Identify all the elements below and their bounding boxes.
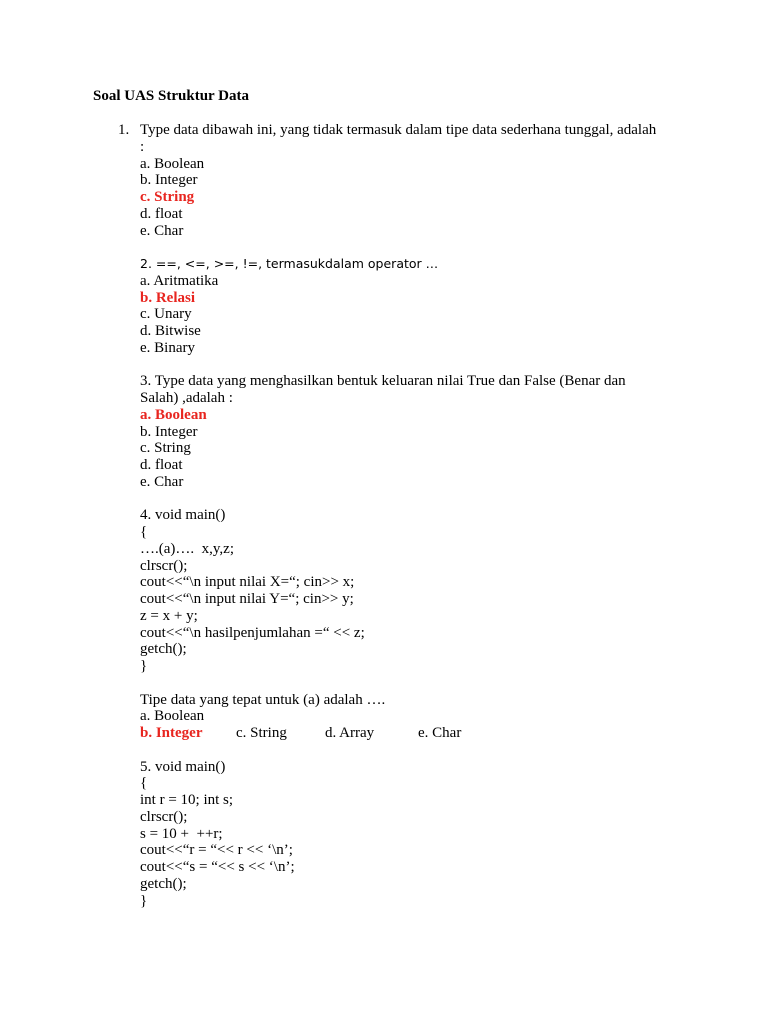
q4-option-c: c. String (236, 725, 287, 741)
q1-text: Type data dibawah ini, yang tidak termasuk dalam tipe data sederhana tunggal, adalah (140, 122, 657, 138)
q4-option-b-answer: b. Integer (140, 725, 203, 741)
q5-code-line: cout<<“r = “<< r << ‘\n’; (140, 842, 293, 859)
q1-option-a: a. Boolean (140, 155, 205, 172)
q5-code-line: cout<<“s = “<< s << ‘\n’; (140, 859, 295, 875)
q4-code-line: } (140, 658, 148, 674)
spacer (140, 239, 700, 256)
spacer (140, 675, 700, 692)
page-title: Soal UAS Struktur Data (93, 88, 249, 104)
q5-code-line: } (140, 892, 148, 909)
q2-text: 2. ==, <=, >=, !=, termasukdalam operator … (140, 256, 439, 271)
q5-code-line: 5. void main() (140, 758, 226, 775)
q2-option-a: a. Aritmatika (140, 272, 219, 289)
q2-option-d: d. Bitwise (140, 323, 201, 339)
q5-code-line: getch(); (140, 875, 187, 892)
q4-code-line: 4. void main() (140, 507, 226, 524)
q1-option-d: d. float (140, 205, 183, 222)
q5-code-line: clrscr(); (140, 808, 188, 825)
q3-option-a-answer: a. Boolean (140, 406, 207, 423)
q5-code-line: int r = 10; int s; (140, 792, 234, 808)
q4-options-row (140, 725, 700, 742)
q4-code-line: z = x + y; (140, 607, 198, 624)
q1-option-e: e. Char (140, 222, 184, 239)
q1-option-b: b. Integer (140, 172, 198, 189)
q1-option-c-answer: c. String (140, 189, 195, 205)
q5-code-line: s = 10 + ++r; (140, 825, 223, 842)
q3-text-continued: Salah) ,adalah : (140, 390, 233, 406)
spacer (140, 742, 700, 759)
q3-option-b: b. Integer (140, 423, 198, 440)
q4-code-line: cout<<“\n input nilai X=“; cin>> x; (140, 574, 355, 591)
q4-code-line: ….(a)…. x,y,z; (140, 540, 234, 557)
q1-text-continued: : (140, 138, 145, 155)
q4-option-e: e. Char (418, 725, 462, 741)
q4-code-line: { (140, 524, 148, 540)
q4-option-a: a. Boolean (140, 708, 205, 725)
q4-option-d: d. Array (325, 725, 375, 741)
q4-code-line: clrscr(); (140, 557, 188, 574)
spacer (140, 491, 700, 508)
q3-option-d: d. float (140, 457, 183, 473)
q3-option-e: e. Char (140, 473, 184, 490)
q5-code-line: { (140, 775, 148, 792)
q3-option-c: c. String (140, 440, 191, 457)
questions-body (140, 122, 700, 909)
q2-option-b-answer: b. Relasi (140, 289, 196, 306)
q4-code-line: getch(); (140, 641, 187, 658)
q2-option-c: c. Unary (140, 306, 192, 323)
spacer (140, 357, 700, 374)
q4-code-line: cout<<“\n hasilpenjumlahan =“ << z; (140, 624, 365, 641)
q4-code-line: cout<<“\n input nilai Y=“; cin>> y; (140, 591, 354, 607)
q3-text: 3. Type data yang menghasilkan bentuk keluaran nilai True dan False (Benar dan (140, 373, 626, 390)
q4-question: Tipe data yang tepat untuk (a) adalah …. (140, 691, 386, 708)
q2-option-e: e. Binary (140, 339, 195, 356)
q1-number: 1. (118, 122, 130, 138)
